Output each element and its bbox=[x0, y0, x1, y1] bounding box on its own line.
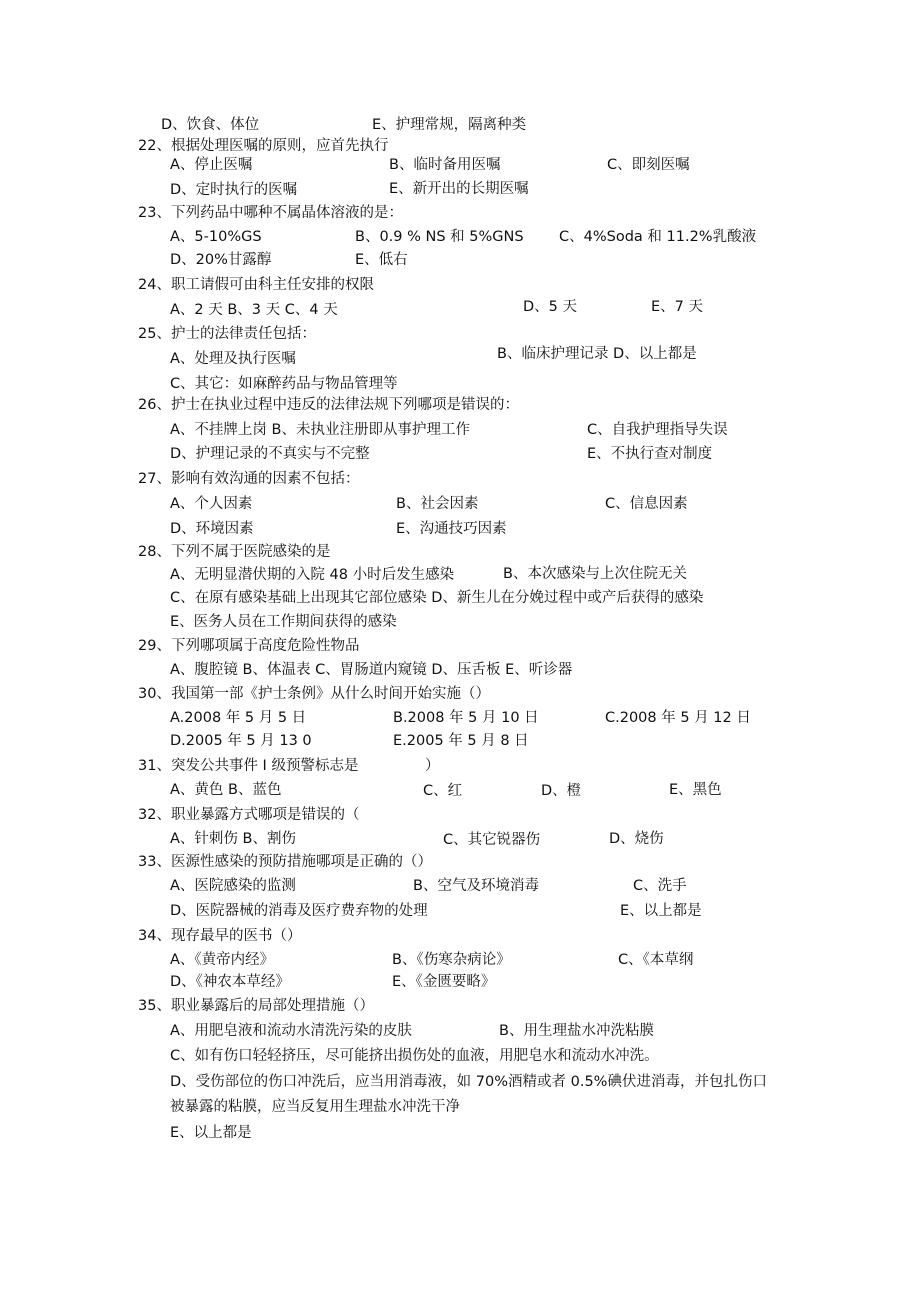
option-line: B、临时备用医嘱 bbox=[389, 157, 501, 173]
option-line: B、《伤寒杂病论》 bbox=[392, 952, 511, 968]
option-line: C、信息因素 bbox=[605, 496, 688, 512]
question-30: 30、我国第一部《护士条例》从什么时间开始实施（） bbox=[138, 686, 490, 702]
text-line: ） bbox=[425, 758, 440, 774]
option-line: B、社会因素 bbox=[396, 496, 479, 512]
question-24: 24、职工请假可由科主任安排的权限 bbox=[138, 277, 374, 293]
option-line: D、护理记录的不真实与不完整 bbox=[170, 446, 370, 462]
option-line: A、不挂牌上岗 B、未执业注册即从事护理工作 bbox=[170, 422, 470, 438]
question-29: 29、下列哪项属于高度危险性物品 bbox=[138, 638, 360, 654]
option-line: D、《神农本草经》 bbox=[170, 974, 290, 990]
question-35: 35、职业暴露后的局部处理措施（） bbox=[138, 998, 374, 1014]
option-line: D、医院器械的消毒及医疗费弃物的处理 bbox=[170, 903, 428, 919]
option-line: B、0.9 % NS 和 5%GNS bbox=[355, 229, 524, 245]
option-line: E、《金匮要略》 bbox=[392, 974, 496, 990]
question-34: 34、现存最早的医书（） bbox=[138, 928, 302, 944]
option-line: D、烧伤 bbox=[609, 831, 664, 847]
option-line: E、以上都是 bbox=[620, 903, 702, 919]
option-line: D、环境因素 bbox=[170, 521, 254, 537]
option-line: B、用生理盐水冲洗粘膜 bbox=[499, 1023, 654, 1039]
option-line: A、2 天 B、3 天 C、4 天 bbox=[170, 302, 338, 318]
question-22: 22、根据处理医嘱的原则，应首先执行 bbox=[138, 138, 389, 154]
option-line: A、个人因素 bbox=[170, 496, 253, 512]
option-line: B、本次感染与上次住院无关 bbox=[503, 566, 687, 582]
question-23: 23、下列药品中哪种不属晶体溶液的是： bbox=[138, 205, 403, 221]
option-line: B、空气及环境消毒 bbox=[413, 878, 539, 894]
option-line: D、橙 bbox=[541, 783, 582, 799]
option-line: A、停止医嘱 bbox=[170, 157, 253, 173]
option-line: E、7 天 bbox=[651, 299, 703, 315]
option-line: 被暴露的粘膜，应当反复用生理盐水冲洗干净 bbox=[170, 1099, 460, 1115]
option-line: C、其它：如麻醉药品与物品管理等 bbox=[170, 376, 398, 392]
option-line: C.2008 年 5 月 12 日 bbox=[605, 710, 751, 726]
option-line: C、在原有感染基础上出现其它部位感染 D、新生儿在分娩过程中或产后获得的感染 bbox=[170, 590, 704, 606]
option-line: D、定时执行的医嘱 bbox=[170, 182, 298, 198]
option-line: E、新开出的长期医嘱 bbox=[389, 181, 529, 197]
question-26: 26、护士在执业过程中违反的法律法规下列哪项是错误的： bbox=[138, 397, 519, 413]
option-line: E、沟通技巧因素 bbox=[396, 521, 507, 537]
question-28: 28、下列不属于医院感染的是 bbox=[138, 544, 331, 560]
option-line: E、低右 bbox=[355, 252, 408, 268]
option-line: E、黑色 bbox=[669, 782, 722, 798]
option-line: D、受伤部位的伤口冲洗后，应当用消毒液，如 70%酒精或者 0.5%碘伏进消毒，并包扎伤口 bbox=[170, 1074, 767, 1090]
option-line: B、临床护理记录 D、以上都是 bbox=[497, 346, 697, 362]
option-line: C、洗手 bbox=[633, 878, 687, 894]
option-line: E.2005 年 5 月 8 日 bbox=[393, 733, 529, 749]
option-line: D、5 天 bbox=[523, 299, 577, 315]
option-line: A、用肥皂液和流动水清洗污染的皮肤 bbox=[170, 1023, 412, 1039]
option-line: A、处理及执行医嘱 bbox=[170, 351, 296, 367]
option-line: C、即刻医嘱 bbox=[607, 157, 690, 173]
option-line: D.2005 年 5 月 13 0 bbox=[170, 733, 312, 749]
option-line: C、《本草纲 bbox=[618, 952, 694, 968]
question-25: 25、护士的法律责任包括： bbox=[138, 326, 316, 342]
option-line: A.2008 年 5 月 5 日 bbox=[170, 710, 307, 726]
option-line: A、医院感染的监测 bbox=[170, 878, 296, 894]
option-line: A、黄色 B、蓝色 bbox=[170, 782, 282, 798]
option-line: A、5-10%GS bbox=[170, 229, 262, 245]
question-27: 27、影响有效沟通的因素不包括： bbox=[138, 471, 360, 487]
option-line: E、医务人员在工作期间获得的感染 bbox=[170, 614, 397, 630]
option-line: B.2008 年 5 月 10 日 bbox=[393, 710, 539, 726]
option-line: C、自我护理指导失误 bbox=[587, 422, 728, 438]
text-line: E、护理常规，隔离种类 bbox=[372, 117, 527, 133]
option-line: A、针刺伤 B、割伤 bbox=[170, 831, 296, 847]
question-31: 31、突发公共事件 I 级预警标志是 bbox=[138, 758, 359, 774]
option-line: E、以上都是 bbox=[170, 1125, 252, 1141]
question-32: 32、职业暴露方式哪项是错误的（ bbox=[138, 807, 360, 823]
text-line: D、饮食、体位 bbox=[161, 117, 260, 133]
option-line: A、腹腔镜 B、体温表 C、胃肠道内窥镜 D、压舌板 E、听诊器 bbox=[170, 662, 573, 678]
question-33: 33、医源性感染的预防措施哪项是正确的（） bbox=[138, 854, 432, 870]
option-line: D、20%甘露醇 bbox=[170, 252, 272, 268]
option-line: A、无明显潜伏期的入院 48 小时后发生感染 bbox=[170, 567, 455, 583]
option-line: E、不执行查对制度 bbox=[587, 446, 713, 462]
option-line: C、如有伤口轻轻挤压，尽可能挤出损伤处的血液，用肥皂水和流动水冲洗。 bbox=[170, 1048, 659, 1064]
option-line: C、红 bbox=[423, 783, 463, 799]
option-line: A、《黄帝内经》 bbox=[170, 952, 275, 968]
option-line: C、其它锐器伤 bbox=[443, 832, 541, 848]
option-line: C、4%Soda 和 11.2%乳酸液 bbox=[559, 229, 757, 245]
